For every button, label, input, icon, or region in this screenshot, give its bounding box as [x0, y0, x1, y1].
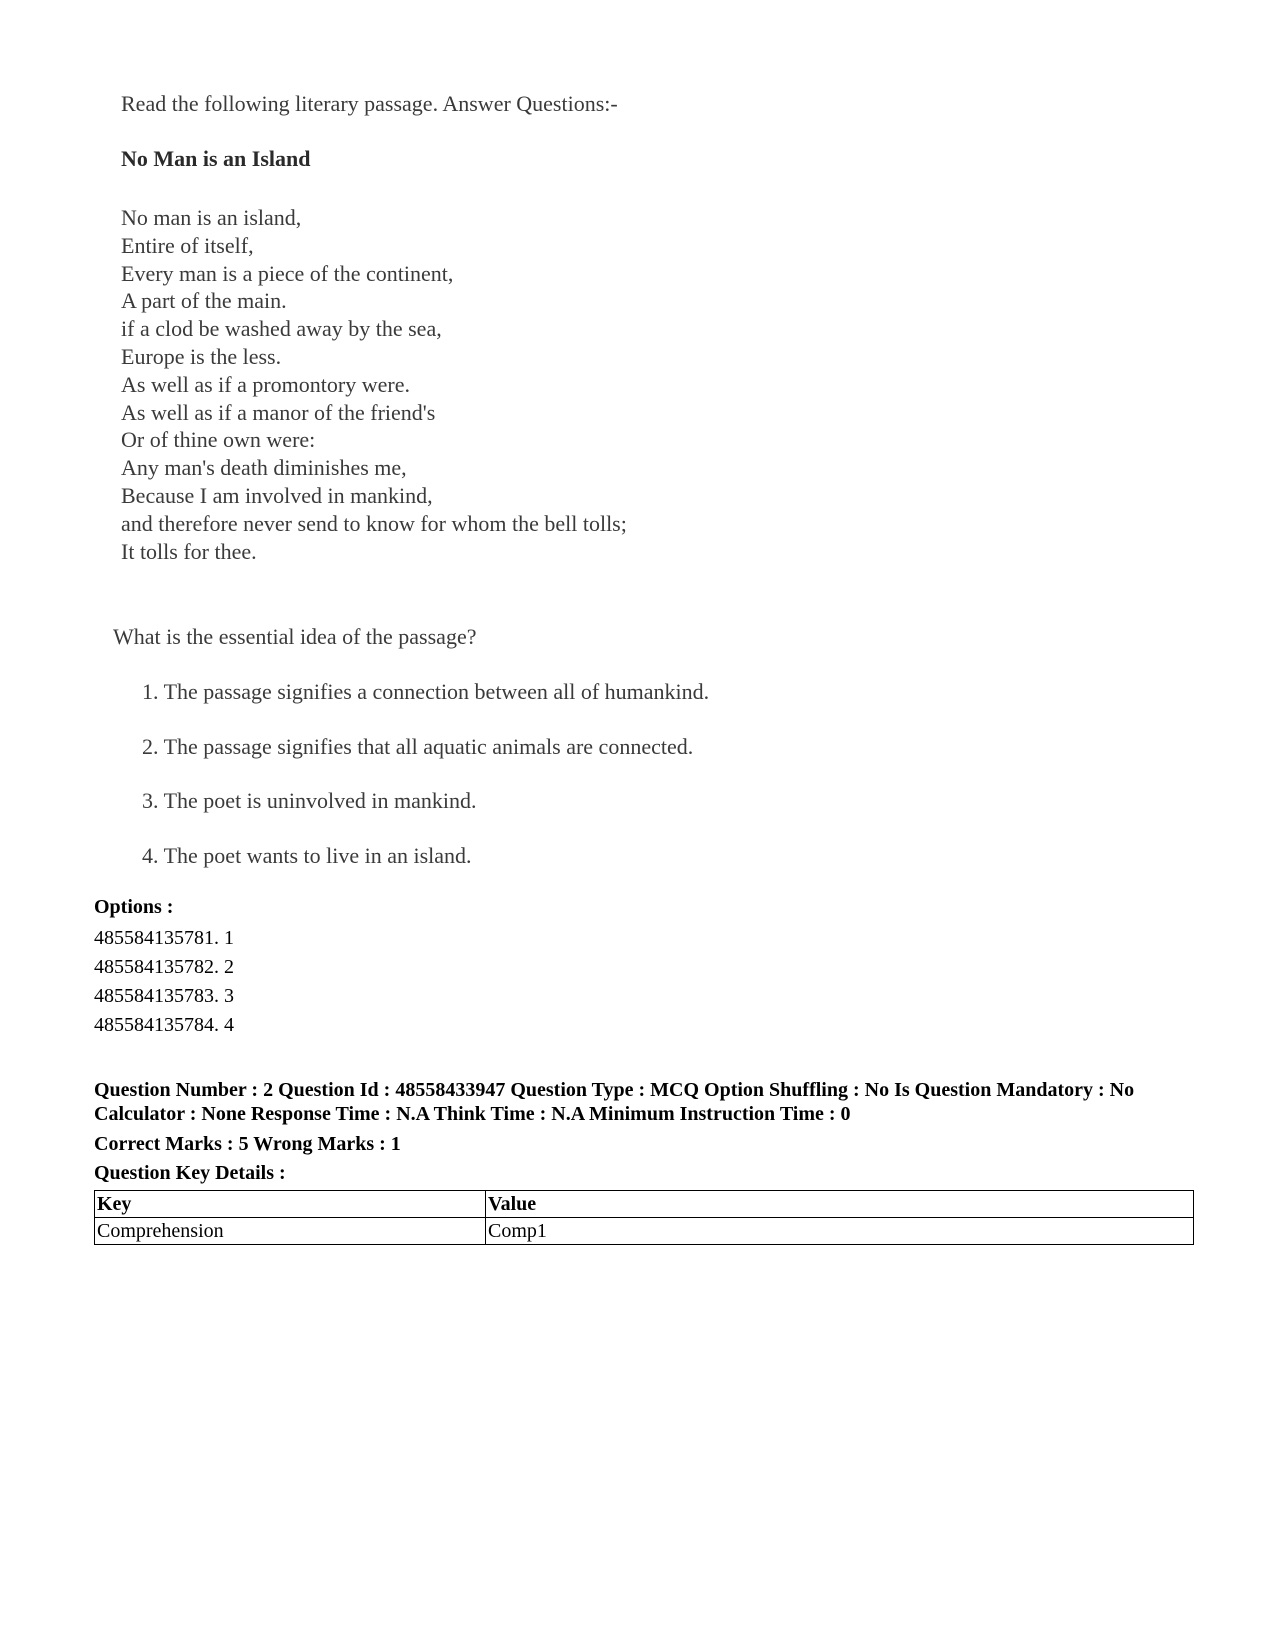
poem-line: and therefore never send to know for whom the bell tolls;: [121, 510, 627, 536]
column-header-key: Key: [95, 1191, 486, 1218]
poem-line: if a clod be washed away by the sea,: [121, 316, 442, 342]
answer-choice: 2. The passage signifies that all aquatic animals are connected.: [142, 733, 694, 759]
marks-line: Correct Marks : 5 Wrong Marks : 1: [94, 1133, 401, 1155]
poem-line: Or of thine own were:: [121, 427, 316, 453]
key-details-heading: Question Key Details :: [94, 1162, 286, 1184]
passage-instruction: Read the following literary passage. Answer Questions:-: [121, 91, 618, 116]
options-list: [94, 924, 234, 1040]
options-heading: Options :: [94, 896, 174, 918]
answer-choice: 1. The passage signifies a connection between all of humankind.: [142, 679, 710, 704]
question-text: What is the essential idea of the passage?: [113, 624, 477, 649]
poem-line: No man is an island,: [121, 205, 302, 230]
poem-title: No Man is an Island: [121, 146, 311, 171]
question-metadata: Question Number : 2 Question Id : 48558433947 Question Type : MCQ Option Shuffling : No Is Question Mandatory : No Calculator : None Response Time : N.A Think Time : N.A Minimum Instruction Time : 0: [94, 1079, 1135, 1125]
poem-line: A part of the main.: [121, 288, 287, 314]
poem-lines: [121, 204, 627, 565]
answer-choices: [142, 679, 709, 897]
poem-line: It tolls for thee.: [121, 538, 257, 564]
table-cell-key: Comprehension: [95, 1218, 486, 1245]
answer-choice: 3. The poet is uninvolved in mankind.: [142, 788, 477, 813]
answer-choice: 4. The poet wants to live in an island.: [142, 842, 472, 868]
option-item: 485584135783. 3: [94, 985, 234, 1007]
poem-line: As well as if a promontory were.: [121, 371, 410, 397]
poem-line: Every man is a piece of the continent,: [121, 260, 454, 286]
poem-line: Any man's death diminishes me,: [121, 455, 407, 481]
table-header-row: [95, 1191, 1194, 1218]
option-item: 485584135781. 1: [94, 927, 234, 949]
key-details-table: [94, 1190, 1194, 1245]
poem-line: Entire of itself,: [121, 232, 254, 258]
poem-line: Because I am involved in mankind,: [121, 482, 433, 508]
column-header-value: Value: [486, 1191, 1194, 1218]
poem-line: Europe is the less.: [121, 343, 282, 369]
table-row: [95, 1218, 1194, 1245]
option-item: 485584135784. 4: [94, 1014, 234, 1036]
option-item: 485584135782. 2: [94, 956, 234, 978]
poem-line: As well as if a manor of the friend's: [121, 399, 436, 425]
table-cell-value: Comp1: [486, 1218, 1194, 1245]
